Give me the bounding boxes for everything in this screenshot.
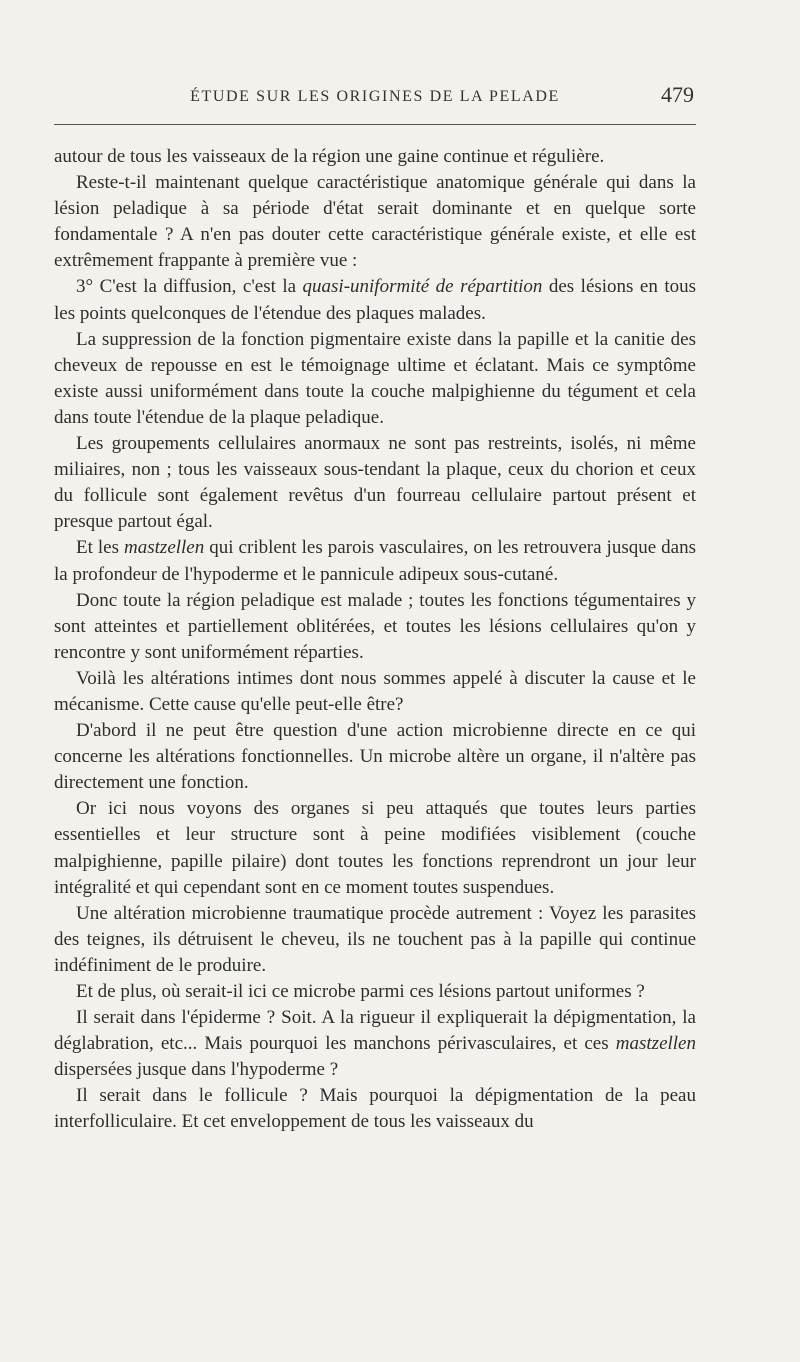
- paragraph: Voilà les altérations intimes dont nous sommes appelé à discuter la cause et le mécanisme. Cette cause qu'elle peut-elle être?: [54, 667, 696, 715]
- paragraph-text: Il serait dans l'épiderme ? Soit. A la rigueur il expliquerait la dépigmentation, la déglabration, etc... Mais pourquoi les manchons périvasculaires, et ces: [54, 1007, 696, 1055]
- paragraph: Donc toute la région peladique est malade ; toutes les fonctions tégumentaires y sont atteintes et partiellement oblitérées, et toutes les lésions cellulaires qu'on y rencontre y sont uniformément réparties.: [54, 589, 696, 663]
- paragraph: Une altération microbienne traumatique procède autrement : Voyez les parasites des teignes, ils détruisent le cheveu, ils ne touchent pas à la papille qui continue indéfiniment de le produire.: [54, 902, 696, 976]
- paragraph-text: qui criblent les parois vasculaires, on les retrouvera jusque dans la profondeur de l'hypoderme et le pannicule adipeux sous-cutané.: [54, 537, 696, 585]
- paragraph: Reste-t-il maintenant quelque caractéristique anatomique générale qui dans la lésion peladique à sa période d'état serait dominante et en quelque sorte fondamentale ? A n'en pas douter cette caractéristique générale existe, et elle est extrêmement frappante à première vue :: [54, 172, 696, 272]
- paragraph: autour de tous les vaisseaux de la région une gaine continue et régulière.: [54, 146, 605, 167]
- paragraph-text: Et les: [76, 537, 125, 559]
- header-rule: [54, 124, 696, 125]
- running-title: ÉTUDE SUR LES ORIGINES DE LA PELADE: [190, 88, 560, 105]
- paragraph: Et de plus, où serait-il ici ce microbe parmi ces lésions partout uniformes ?: [76, 981, 645, 1002]
- paragraph-text: des lésions en tous les points quelconques de l'étendue des plaques malades.: [54, 276, 696, 324]
- paragraph: [54, 535, 696, 587]
- page-header: [54, 82, 696, 112]
- page-number: 479: [661, 82, 694, 107]
- paragraph-text: dispersées jusque dans l'hypoderme ?: [54, 1059, 339, 1081]
- paragraph: Or ici nous voyons des organes si peu attaqués que toutes leurs parties essentielles et leur structure sont à peine modifiées visiblement (couche malpighienne, papille pilaire) dont toutes les fonctions reprendront un jour leur intégralité et qui cependant sont en ce moment toutes suspendues.: [54, 798, 696, 898]
- paragraph: [54, 274, 696, 326]
- paragraph: La suppression de la fonction pigmentaire existe dans la papille et la canitie des cheveux de repousse en est le témoignage ultime et éclatant. Mais ce symptôme existe aussi uniformément dans toute la couche malpighienne du tégument et cela dans toute l'étendue de la plaque peladique.: [54, 328, 696, 428]
- italic-text: mastzellen: [124, 537, 205, 559]
- paragraph: D'abord il ne peut être question d'une action microbienne directe en ce qui concerne les altérations fonctionnelles. Un microbe altère un organe, il n'altère pas directement une fonction.: [54, 720, 696, 794]
- italic-text: quasi-uniformité de répartition: [302, 276, 543, 298]
- paragraph: Les groupements cellulaires anormaux ne sont pas restreints, isolés, ni même miliaires, non ; tous les vaisseaux sous-tendant la plaque, ceux du chorion et ceux du follicule sont également revêtus d'un fourreau cellulaire partout présent et presque partout égal.: [54, 433, 696, 533]
- italic-text: mastzellen: [615, 1033, 696, 1055]
- paragraph: Il serait dans le follicule ? Mais pourquoi la dépigmentation de la peau interfolliculaire. Et cet enveloppement de tous les vaisseaux du: [54, 1085, 696, 1133]
- body-text: [54, 144, 696, 1136]
- paragraph-text: 3° C'est la diffusion, c'est la: [76, 276, 303, 298]
- paragraph: [54, 1005, 696, 1083]
